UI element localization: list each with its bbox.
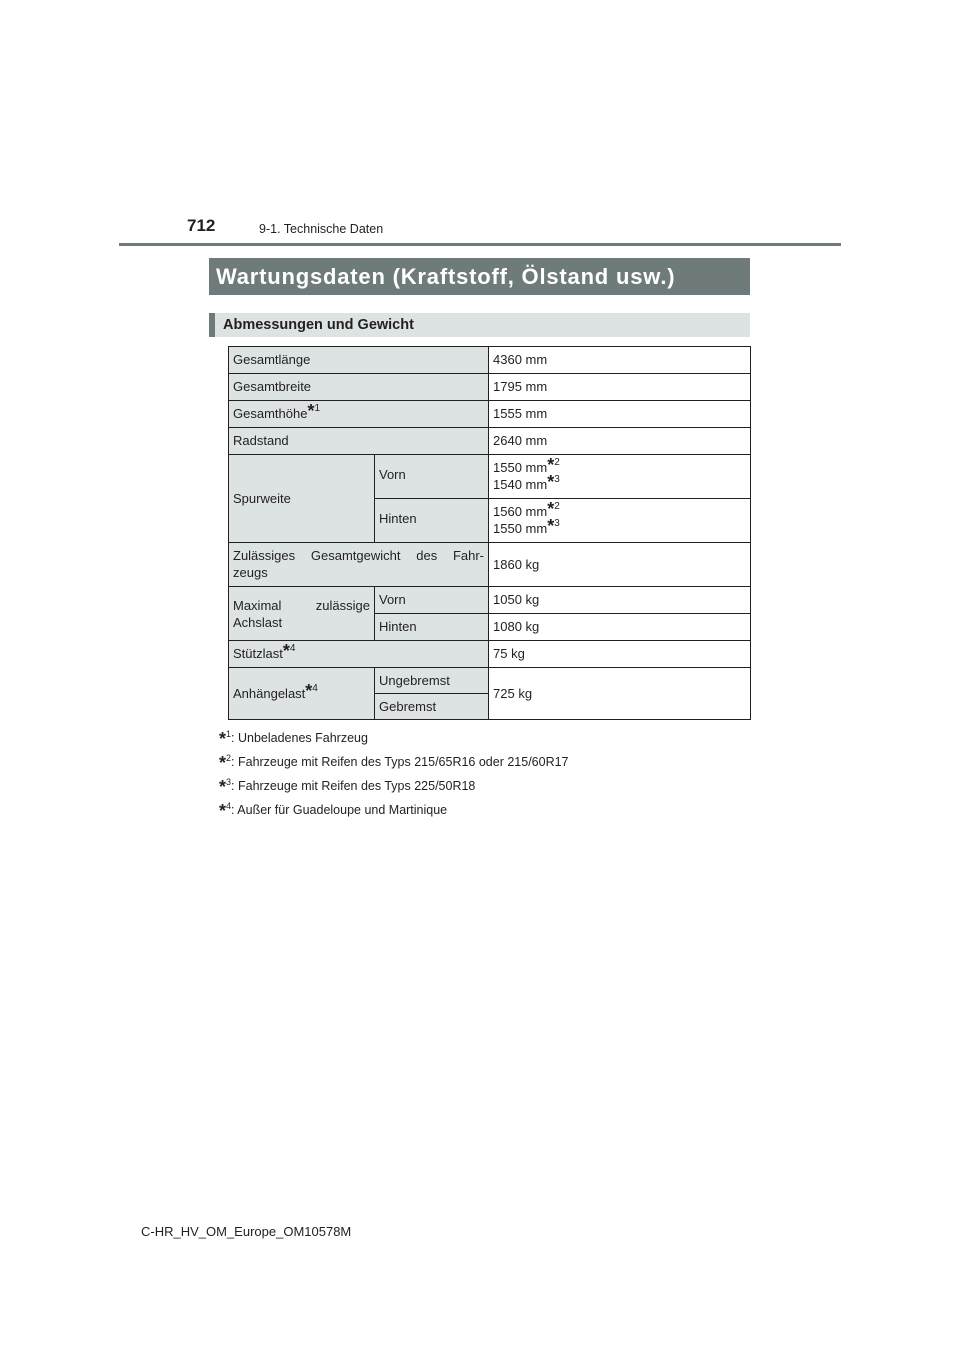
row-value: 725 kg <box>489 668 751 720</box>
row-label: Gesamtbreite <box>229 374 489 401</box>
row-label: Spurweite <box>229 455 375 543</box>
row-value <box>489 455 751 499</box>
footnote-item <box>219 777 569 801</box>
footnote-ref: 3 <box>554 474 560 485</box>
label-text: Stützlast <box>233 646 283 661</box>
row-value: 2640 mm <box>489 428 751 455</box>
header-divider <box>119 243 841 246</box>
page-number: 712 <box>187 216 216 235</box>
footnote-number: 2 <box>226 753 232 763</box>
section-heading: Abmessungen und Gewicht <box>209 313 750 337</box>
table-row <box>229 543 751 587</box>
row-label: Radstand <box>229 428 489 455</box>
value-line: 1550 mm <box>493 460 548 475</box>
footnote-ref: 4 <box>289 643 296 654</box>
row-value: 1795 mm <box>489 374 751 401</box>
value-line: 1560 mm <box>493 504 548 519</box>
label-line: Zulässiges Gesamtgewicht des Fahr- <box>233 548 485 563</box>
footnote-star: * <box>547 516 555 536</box>
footnote-star: * <box>282 641 290 661</box>
footnote-item <box>219 801 569 825</box>
row-label <box>229 587 375 641</box>
page-title: Wartungsdaten (Kraftstoff, Ölstand usw.) <box>209 258 750 295</box>
label-line: Achslast <box>233 614 283 630</box>
footnote-number: 3 <box>226 777 232 787</box>
footnote-star: * <box>219 729 227 749</box>
footnote-star: * <box>547 472 555 492</box>
footnote-item <box>219 753 569 777</box>
footnote-star: * <box>219 753 227 773</box>
label-text: Gesamthöhe <box>233 406 308 421</box>
sub-label: Vorn <box>375 587 489 614</box>
label-line: zeugs <box>233 565 268 580</box>
table-row <box>229 455 751 499</box>
value-line: 1540 mm <box>493 477 548 492</box>
footnote-star: * <box>219 777 227 797</box>
row-label <box>229 401 489 428</box>
section-breadcrumb: 9-1. Technische Daten <box>259 222 384 236</box>
sub-label: Ungebremst <box>375 668 489 694</box>
row-label <box>229 668 375 720</box>
value-line: 1550 mm <box>493 521 548 536</box>
row-label <box>229 641 489 668</box>
table-row <box>229 374 751 401</box>
footnote-item <box>219 729 569 753</box>
label-text: Anhängelast <box>233 686 306 701</box>
table-row <box>229 428 751 455</box>
footnote-text: : Fahrzeuge mit Reifen des Typs 225/50R18 <box>231 779 476 793</box>
label-line: Maximal zulässige <box>233 597 370 613</box>
footnote-star: * <box>547 455 555 475</box>
table-row <box>229 668 751 694</box>
sub-label: Hinten <box>375 614 489 641</box>
dimensions-weight-table <box>228 346 751 720</box>
row-value <box>489 499 751 543</box>
sub-label: Vorn <box>375 455 489 499</box>
row-value: 1860 kg <box>489 543 751 587</box>
row-label <box>229 543 489 587</box>
footnote-star: * <box>305 681 313 701</box>
footnote-text: : Außer für Guadeloupe und Martinique <box>231 803 448 817</box>
row-label: Gesamtlänge <box>229 347 489 374</box>
row-value: 1050 kg <box>489 587 751 614</box>
row-value: 75 kg <box>489 641 751 668</box>
sub-label: Gebremst <box>375 694 489 720</box>
footnote-number: 1 <box>226 729 232 739</box>
footnote-ref: 4 <box>312 683 318 694</box>
table-row <box>229 401 751 428</box>
footnotes <box>219 729 569 825</box>
table-row <box>229 587 751 614</box>
table-row <box>229 347 751 374</box>
footnote-text: : Fahrzeuge mit Reifen des Typs 215/65R16 oder 215/60R17 <box>231 755 569 769</box>
footnote-text: : Unbeladenes Fahrzeug <box>231 731 368 745</box>
document-code: C-HR_HV_OM_Europe_OM10578M <box>141 1224 352 1239</box>
footnote-star: * <box>547 499 555 519</box>
row-value: 1555 mm <box>489 401 751 428</box>
footnote-ref: 1 <box>314 403 321 414</box>
footnote-star: * <box>307 401 315 421</box>
table-row <box>229 641 751 668</box>
footnote-ref: 2 <box>554 457 560 468</box>
row-value: 4360 mm <box>489 347 751 374</box>
footnote-star: * <box>219 801 227 821</box>
sub-label: Hinten <box>375 499 489 543</box>
footnote-number: 4 <box>226 801 232 811</box>
footnote-ref: 2 <box>554 501 560 512</box>
footnote-ref: 3 <box>554 518 560 529</box>
row-value: 1080 kg <box>489 614 751 641</box>
